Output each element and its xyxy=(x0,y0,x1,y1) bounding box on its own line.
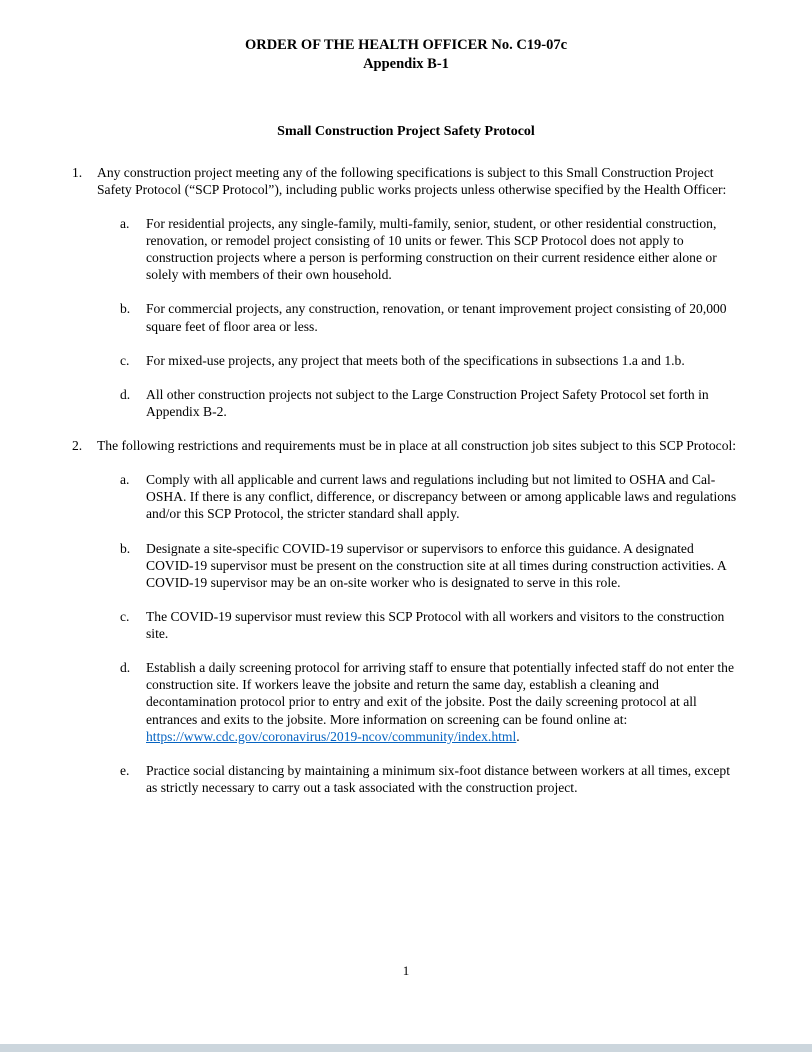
list-item-2-text: The following restrictions and requirements must be in place at all construction job sites subject to this SCP Protocol: xyxy=(97,438,737,454)
sublist-1 xyxy=(120,215,740,420)
sub-item-2b-text: Designate a site-specific COVID-19 supervisor or supervisors to enforce this guidance. A designated COVID-19 supervisor must be present on the construction site at all times during construction activities. A COVID-19 supervisor may be an on-site worker who is designated to serve in this role. xyxy=(146,540,726,590)
sub-item-1b xyxy=(120,300,740,334)
sub-item-1a xyxy=(120,215,740,284)
sub-item-1d-text: All other construction projects not subject to the Large Construction Project Safety Protocol set forth in Appendix B-2. xyxy=(146,386,709,419)
sub-item-1a-marker: a. xyxy=(120,215,130,231)
viewport-bottom-edge xyxy=(0,1044,812,1052)
sub-item-2e-text: Practice social distancing by maintaining a minimum six-foot distance between workers at all times, except as strictly necessary to carry out a task associated with the construction project. xyxy=(146,762,730,795)
sub-item-2e-marker: e. xyxy=(120,762,130,778)
list-item-1-text: Any construction project meeting any of the following specifications is subject to this Small Construction Project Safety Protocol (“SCP Protocol”), including public works projects unless otherwise specified by the Health Officer: xyxy=(97,164,727,197)
list-item-2-marker: 2. xyxy=(72,438,83,454)
sublist-2 xyxy=(120,471,740,796)
sub-item-2d-text xyxy=(146,659,740,745)
sub-item-1a-text: For residential projects, any single-family, multi-family, senior, student, or other residential construction, renovation, or remodel project consisting of 10 units or fewer. This SCP Protocol does not apply to construction projects where a person is performing construction on their current residence either alone or solely with members of their own household. xyxy=(146,215,717,283)
sub-item-2c-text: The COVID-19 supervisor must review this SCP Protocol with all workers and visitors to the construction site. xyxy=(146,608,725,642)
document-body xyxy=(72,164,740,796)
sub-item-2a xyxy=(120,471,740,522)
list-item-1-marker: 1. xyxy=(72,164,83,180)
sub-item-2b xyxy=(120,540,740,591)
sub-item-2e xyxy=(120,762,740,796)
sub-item-2d xyxy=(120,659,740,745)
sub-item-2a-marker: a. xyxy=(120,472,130,488)
cdc-screening-link[interactable]: https://www.cdc.gov/coronavirus/2019-ncov/community/index.html xyxy=(146,728,517,744)
sub-item-2c-marker: c. xyxy=(120,608,130,624)
sub-item-1b-marker: b. xyxy=(120,301,131,317)
sub-item-2d-marker: d. xyxy=(120,660,131,676)
sub-item-2c xyxy=(120,608,740,642)
sub-item-1d-marker: d. xyxy=(120,386,131,402)
sub-item-2d-text-after-link: . xyxy=(516,728,520,744)
page-number: 1 xyxy=(402,963,410,978)
title-line-2: Appendix B-1 xyxy=(363,55,449,72)
sub-item-1b-text: For commercial projects, any construction, renovation, or tenant improvement project consisting of 20,000 square feet of floor area or less. xyxy=(146,301,727,334)
sub-item-2a-text: Comply with all applicable and current laws and regulations including but not limited to OSHA and Cal-OSHA. If there is any conflict, difference, or discrepancy between or among applicable laws and regulations and/or this SCP Protocol, the stricter standard shall apply. xyxy=(146,472,737,522)
title-line-1: ORDER OF THE HEALTH OFFICER No. C19-07c xyxy=(244,37,568,53)
sub-item-2b-marker: b. xyxy=(120,540,131,556)
document-title xyxy=(72,36,740,74)
sub-item-1c-marker: c. xyxy=(120,352,130,368)
sub-item-1c-text: For mixed-use projects, any project that meets both of the specifications in subsections 1.a and 1.b. xyxy=(146,352,685,368)
sub-item-1c xyxy=(120,352,740,369)
document-subtitle: Small Construction Project Safety Protocol xyxy=(277,123,535,139)
list-item-1 xyxy=(72,164,740,198)
list-item-2 xyxy=(72,437,740,454)
sub-item-1d xyxy=(120,386,740,420)
sub-item-2d-text-before-link: Establish a daily screening protocol for arriving staff to ensure that potentially infected staff do not enter the construction site. If workers leave the jobsite and return the same day, establish a cleaning and decontamination protocol prior to entry and exit of the jobsite. Post the daily screening protocol at all entrances and exits to the jobsite. More information on screening can be found online at: xyxy=(146,660,735,727)
